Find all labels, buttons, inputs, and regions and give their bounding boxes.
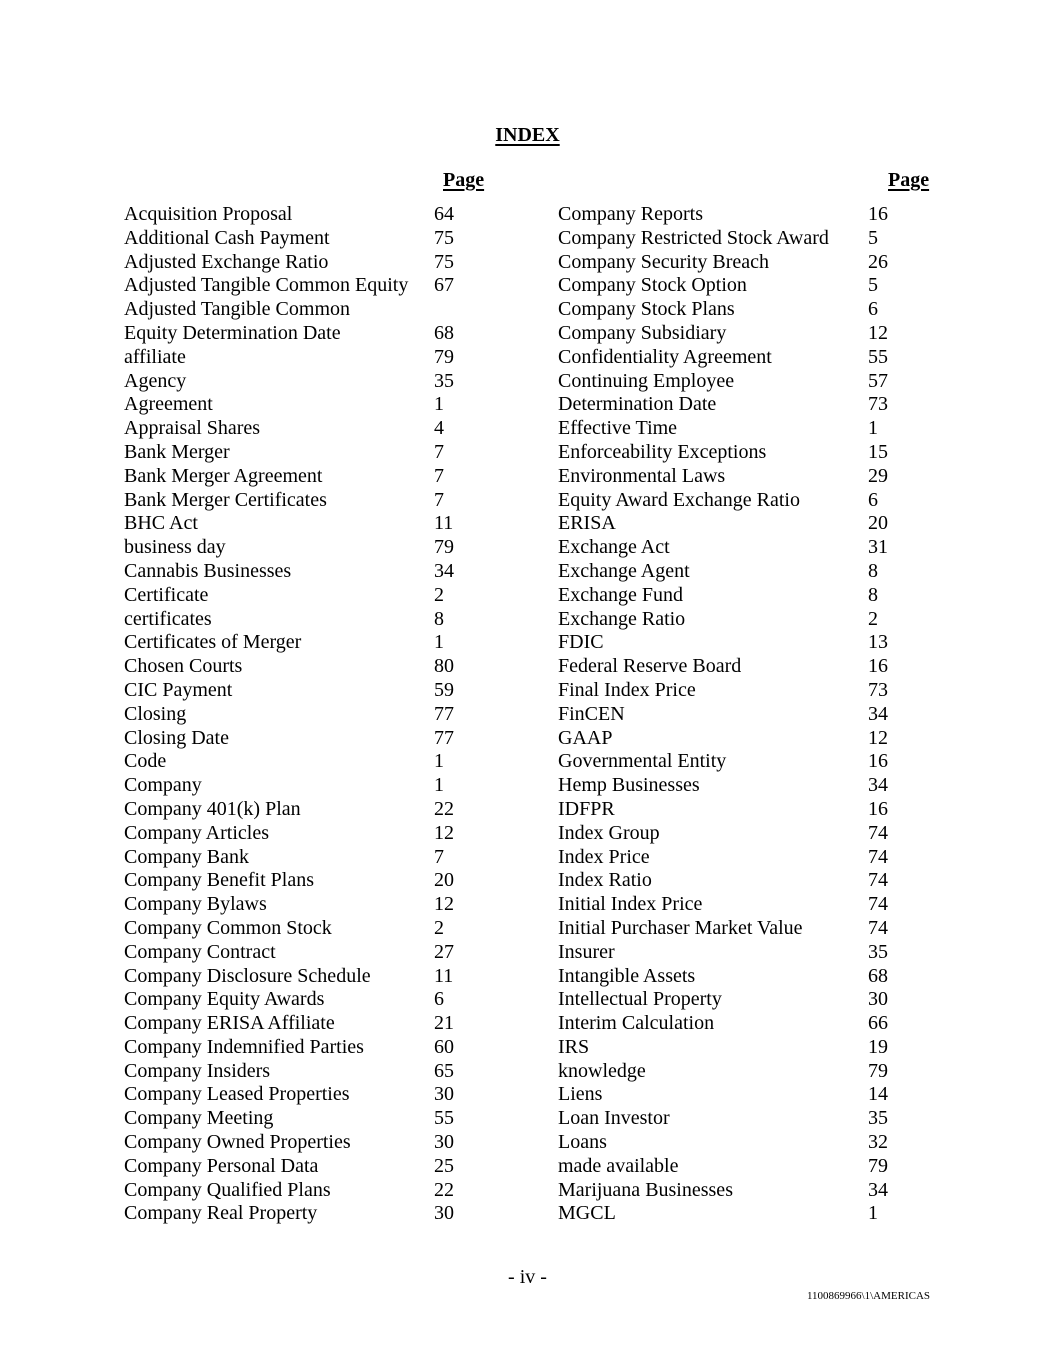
index-term: MGCL [558,1202,616,1225]
index-entry [558,417,908,441]
index-entry [558,536,908,560]
index-page-number: 79 [434,536,454,559]
index-page-number: 79 [868,1059,888,1082]
index-page-number: 1 [434,631,444,654]
index-page-number: 16 [868,655,888,678]
index-page-number: 1 [434,774,444,797]
index-page-number: 30 [434,1131,454,1154]
page-number: - iv - [508,1266,547,1288]
index-page-number: 77 [434,726,454,749]
index-term: Loan Investor [558,1107,670,1130]
index-entry [124,441,474,465]
index-entry [124,893,474,917]
index-entry [124,917,474,941]
index-page-number [434,298,474,322]
index-page-number: 74 [868,893,888,916]
index-page-number: 55 [434,1107,454,1130]
index-term: Bank Merger Agreement [124,464,323,487]
index-term: Company 401(k) Plan [124,797,301,820]
index-term: Company Real Property [124,1202,318,1225]
index-term: Company [124,774,202,797]
index-page-number: 74 [868,869,888,892]
index-page-number: 12 [434,893,454,916]
index-term: Acquisition Proposal [124,203,293,225]
index-entry [558,370,908,394]
index-entry [124,679,474,703]
index-term: Adjusted Tangible Common Equity [124,274,409,297]
index-page-number: 74 [868,845,888,868]
index-term: Company Owned Properties [124,1131,351,1154]
index-page-number: 64 [434,203,454,225]
index-entry [558,608,908,632]
index-page-number: 5 [868,274,878,297]
index-page-number: 80 [434,655,454,678]
index-entry [558,774,908,798]
index-entry [124,988,474,1012]
index-entry [558,917,908,941]
index-page-number: 21 [434,1012,454,1035]
index-page-number: 75 [434,250,454,273]
index-entry [558,631,908,655]
index-entry [124,251,474,275]
index-term: Environmental Laws [558,464,726,487]
index-entry [558,1060,908,1084]
index-term: Appraisal Shares [124,417,261,440]
index-page-number: 57 [868,369,888,392]
index-term: Index Price [558,845,650,868]
index-page-number: 16 [868,203,888,225]
index-page-number: 35 [434,369,454,392]
index-entry [124,869,474,893]
index-term: Company Reports [558,203,703,225]
index-entry [558,1036,908,1060]
index-term: Company Articles [124,821,269,844]
index-entry [558,227,908,251]
index-entry [558,298,908,322]
index-page-number: 4 [434,417,444,440]
index-entry [124,965,474,989]
index-term: Closing [124,702,187,725]
index-page-number: 68 [868,964,888,987]
index-entry [558,727,908,751]
index-page-number: 16 [868,750,888,773]
index-term: Hemp Businesses [558,774,700,797]
index-term: Agreement [124,393,213,416]
index-page-number: 2 [868,607,878,630]
index-term: Cannabis Businesses [124,559,292,582]
index-page-number: 11 [434,964,454,987]
index-page-number: 22 [434,1178,454,1201]
index-term: Company Equity Awards [124,988,325,1011]
index-entry [124,512,474,536]
index-term: Company Common Stock [124,916,332,939]
index-entry [558,274,908,298]
index-page-number: 15 [868,440,888,463]
index-entry [558,679,908,703]
index-term: made available [558,1154,679,1177]
index-term: Company Personal Data [124,1154,319,1177]
index-entry [558,584,908,608]
index-term: Index Ratio [558,869,652,892]
index-entry [124,727,474,751]
index-term: Company Indemnified Parties [124,1035,364,1058]
index-entry [558,869,908,893]
index-term: Determination Date [558,393,717,416]
index-page-number: 26 [868,250,888,273]
index-entry [124,1012,474,1036]
index-page-number: 2 [434,916,444,939]
index-entry [124,1107,474,1131]
index-page-number: 35 [868,1107,888,1130]
index-term: Additional Cash Payment [124,226,330,249]
index-term: Company Benefit Plans [124,869,314,892]
index-page-number: 16 [868,797,888,820]
index-page-number: 1 [868,1202,878,1225]
index-term: Adjusted Exchange Ratio [124,250,329,273]
index-term: Exchange Agent [558,559,690,582]
index-entry [558,965,908,989]
index-entry [124,941,474,965]
index-page-number: 12 [434,821,454,844]
index-entry [558,655,908,679]
index-term: Company Disclosure Schedule [124,964,371,987]
index-page-number: 8 [868,583,878,606]
index-term: Company Bylaws [124,893,267,916]
index-entry [558,750,908,774]
index-page-number: 30 [434,1083,454,1106]
index-entry [124,370,474,394]
index-page-number: 11 [434,512,454,535]
index-term: FDIC [558,631,604,654]
index-entry [558,203,908,227]
index-entry [124,1179,474,1203]
index-entry [124,465,474,489]
index-entry [558,1155,908,1179]
index-entry [124,322,474,346]
index-entry [558,393,908,417]
index-page-number: 6 [868,488,878,511]
index-entry [124,203,474,227]
index-term: Federal Reserve Board [558,655,742,678]
index-page-number: 34 [868,1178,888,1201]
index-title: INDEX [495,124,560,146]
index-term: affiliate [124,345,186,368]
index-term: Company Leased Properties [124,1083,350,1106]
index-term: Confidentiality Agreement [558,345,772,368]
index-term: GAAP [558,726,613,749]
index-page-number: 20 [868,512,888,535]
index-entry [124,417,474,441]
index-page-number: 12 [868,726,888,749]
index-column-left [124,203,474,1226]
index-entry [124,560,474,584]
index-term: Interim Calculation [558,1012,715,1035]
index-entry [558,1107,908,1131]
page-column-header-left: Page [443,169,485,191]
index-term: Company ERISA Affiliate [124,1012,335,1035]
index-page-number: 34 [868,774,888,797]
index-term: IDFPR [558,797,615,820]
index-term: Initial Index Price [558,893,703,916]
index-term: Enforceability Exceptions [558,440,767,463]
index-term: BHC Act [124,512,198,535]
index-page-number: 74 [868,821,888,844]
index-entry [124,750,474,774]
index-term: Initial Purchaser Market Value [558,916,803,939]
index-entry [124,584,474,608]
index-page-number: 73 [868,678,888,701]
index-term: Equity Determination Date [124,321,341,344]
index-entry [124,655,474,679]
index-entry [558,988,908,1012]
index-page-number: 2 [434,583,444,606]
index-entry [124,1083,474,1107]
index-term: Certificates of Merger [124,631,302,654]
index-entry [124,536,474,560]
index-entry [124,227,474,251]
index-term: certificates [124,607,212,630]
index-term: Bank Merger [124,440,230,463]
index-term: Continuing Employee [558,369,735,392]
index-page-number: 75 [434,226,454,249]
index-term: Company Meeting [124,1107,274,1130]
index-page-number: 59 [434,678,454,701]
index-entry [124,274,474,298]
index-entry [558,465,908,489]
index-page-number: 31 [868,536,888,559]
document-id: 1100869966\1\AMERICAS [806,1290,930,1302]
index-term: Company Stock Option [558,274,747,297]
index-term: Liens [558,1083,603,1106]
index-page-number: 79 [868,1154,888,1177]
index-term: Company Subsidiary [558,321,727,344]
index-page-number: 7 [434,488,444,511]
index-page-number: 65 [434,1059,454,1082]
index-page-number: 27 [434,940,454,963]
index-entry [124,1155,474,1179]
index-term: Effective Time [558,417,678,440]
index-entry [124,1131,474,1155]
index-entry [124,1060,474,1084]
index-entry [124,703,474,727]
index-entry [124,489,474,513]
index-page-number: 8 [868,559,878,582]
index-entry [124,608,474,632]
index-page-number: 30 [434,1202,454,1225]
index-term: FinCEN [558,702,625,725]
index-page-number: 30 [868,988,888,1011]
index-term: business day [124,536,226,559]
index-page-number: 8 [434,607,444,630]
index-term: Agency [124,369,187,392]
index-page-number: 68 [434,321,454,344]
index-page-number: 79 [434,345,454,368]
index-entry [558,822,908,846]
index-page-number: 5 [868,226,878,249]
index-term: ERISA [558,512,616,535]
index-entry [558,941,908,965]
index-term: Company Stock Plans [558,298,735,321]
index-entry [558,703,908,727]
index-page-number: 6 [434,988,444,1011]
index-term: Intangible Assets [558,964,696,987]
index-entry [124,822,474,846]
index-entry [558,1012,908,1036]
index-page-number: 29 [868,464,888,487]
index-page-number: 19 [868,1035,888,1058]
index-term: Certificate [124,583,209,606]
index-entry [558,441,908,465]
index-term: Exchange Act [558,536,670,559]
index-page-number: 66 [868,1012,888,1035]
index-entry [124,1202,474,1226]
index-entry [558,1179,908,1203]
index-term: Code [124,750,167,773]
index-term: knowledge [558,1059,646,1082]
index-entry [124,393,474,417]
index-page-number: 12 [868,321,888,344]
index-page-number: 20 [434,869,454,892]
index-page-number: 34 [868,702,888,725]
index-entry [558,846,908,870]
index-entry [558,798,908,822]
index-entry [558,1131,908,1155]
index-page-number: 73 [868,393,888,416]
index-entry [558,1083,908,1107]
index-term: Marijuana Businesses [558,1178,733,1201]
index-term: Company Contract [124,940,276,963]
index-term: Final Index Price [558,678,696,701]
index-entry [558,489,908,513]
index-page-number: 25 [434,1154,454,1177]
index-term: Chosen Courts [124,655,243,678]
index-page-number: 22 [434,797,454,820]
index-entry [558,346,908,370]
index-page-number: 1 [868,417,878,440]
index-page-number: 74 [868,916,888,939]
index-entry [558,251,908,275]
index-term: Equity Award Exchange Ratio [558,488,800,511]
index-column-right [558,203,908,1226]
index-entry [124,774,474,798]
index-term: Exchange Ratio [558,607,686,630]
index-term: Exchange Fund [558,583,683,606]
index-term: IRS [558,1035,590,1058]
index-entry [124,346,474,370]
index-page-number: 6 [868,298,878,321]
index-page-number: 13 [868,631,888,654]
index-entry [558,1202,908,1226]
index-page-number: 77 [434,702,454,725]
index-term: CIC Payment [124,678,233,701]
index-entry [124,298,474,322]
index-page-number: 34 [434,559,454,582]
index-page-number: 60 [434,1035,454,1058]
index-page-number: 67 [434,274,454,297]
index-page-number: 7 [434,845,444,868]
page-column-header-right: Page [888,169,930,191]
index-term: Closing Date [124,726,229,749]
index-term: Company Qualified Plans [124,1178,331,1201]
index-term: Company Restricted Stock Award [558,226,829,249]
index-page-number: 7 [434,440,444,463]
index-term: Intellectual Property [558,988,722,1011]
index-page-number: 1 [434,750,444,773]
index-page-number: 14 [868,1083,888,1106]
index-term: Loans [558,1131,607,1154]
index-entry [124,846,474,870]
index-entry [124,631,474,655]
index-term: Index Group [558,821,660,844]
index-entry [124,798,474,822]
index-term: Governmental Entity [558,750,727,773]
index-entry [124,1036,474,1060]
index-entry [558,322,908,346]
index-entry [558,893,908,917]
index-term: Adjusted Tangible Common [124,298,350,321]
index-entry [558,512,908,536]
index-term: Insurer [558,940,615,963]
index-term: Company Bank [124,845,249,868]
index-page-number: 35 [868,940,888,963]
index-term: Company Security Breach [558,250,770,273]
index-page-number: 55 [868,345,888,368]
index-entry [558,560,908,584]
index-page-number: 32 [868,1131,888,1154]
index-page-number: 7 [434,464,444,487]
index-term: Company Insiders [124,1059,271,1082]
index-term: Bank Merger Certificates [124,488,327,511]
index-page-number: 1 [434,393,444,416]
